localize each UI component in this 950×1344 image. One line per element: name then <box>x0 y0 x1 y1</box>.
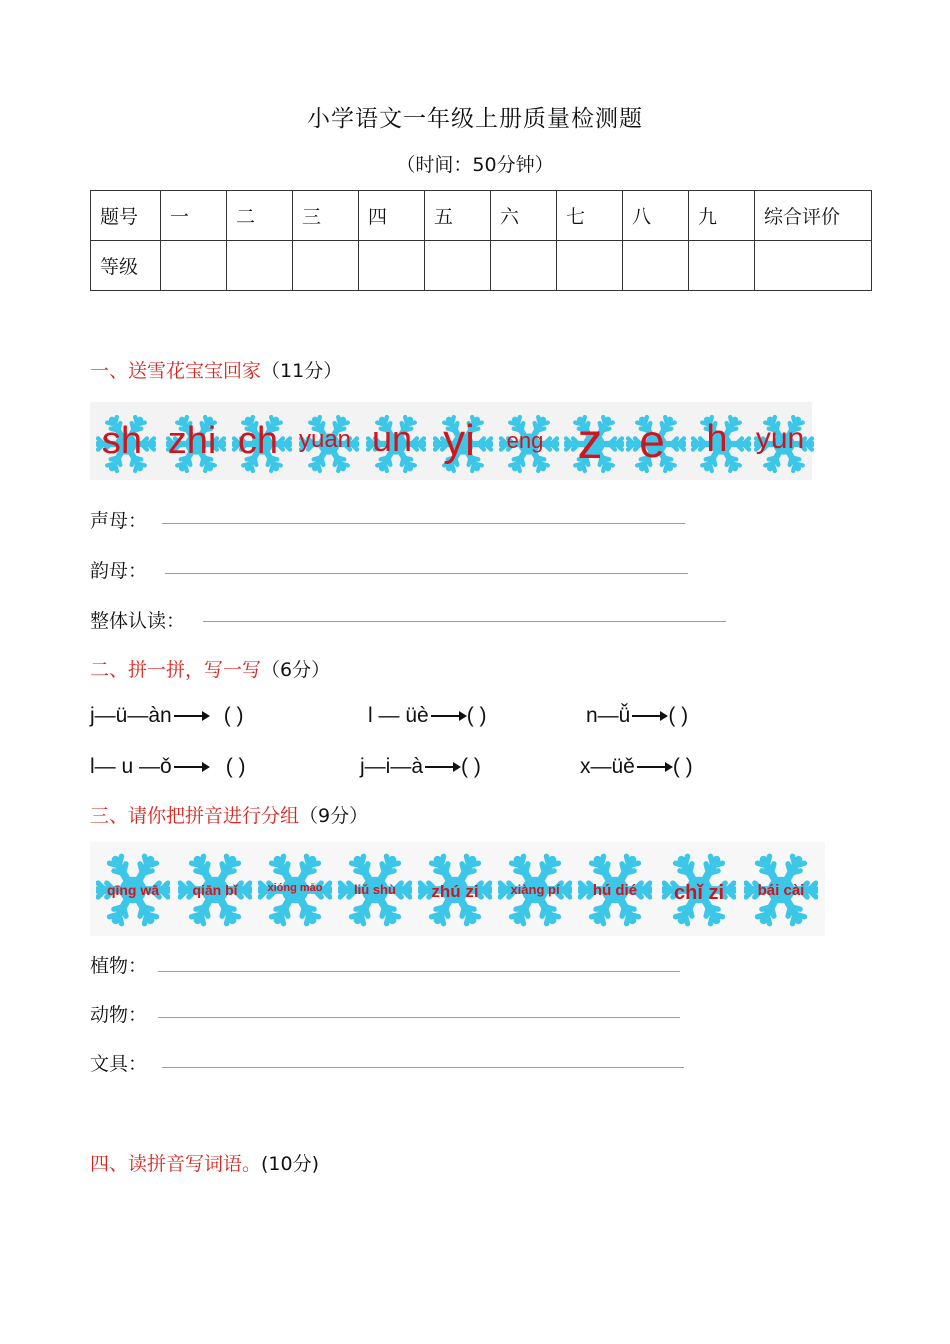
pinyin-word: chǐ zi <box>673 882 724 904</box>
pinyin-word: xióng māo <box>267 882 323 894</box>
pinyin-word: qiān bǐ <box>192 882 238 898</box>
pinyin-label: yi <box>443 416 475 465</box>
arrow-icon <box>174 715 208 717</box>
score-grade-row <box>91 241 872 291</box>
snowflake-card[interactable] <box>176 844 254 934</box>
section3-title: 三、请你把拼音进行分组 <box>90 805 300 827</box>
snowflake-card[interactable] <box>750 402 810 480</box>
field-label-animals: 动物： <box>90 1004 148 1026</box>
arrow-icon <box>632 715 666 717</box>
field-label-initials: 声母： <box>90 510 148 532</box>
section2-heading <box>90 655 330 682</box>
grade-cell[interactable] <box>623 241 689 291</box>
snowflake-card[interactable] <box>92 402 152 480</box>
score-header-cell: 二 <box>227 191 293 241</box>
pinyin-label: yun <box>755 422 805 455</box>
pinyin-word: xiàng pí <box>510 882 560 897</box>
arrow-icon <box>431 715 465 717</box>
grade-cell[interactable] <box>359 241 425 291</box>
field-label-plants: 植物： <box>90 955 148 977</box>
snowflake-card[interactable] <box>429 402 489 480</box>
answer-blank[interactable]: ( ) <box>225 755 246 778</box>
field-label-finals: 韵母： <box>90 560 148 582</box>
snowflake-card[interactable] <box>162 402 222 480</box>
snowflake-card[interactable] <box>496 844 574 934</box>
arrow-icon <box>174 766 208 768</box>
section2-points: （6分） <box>261 659 331 681</box>
score-header-cell: 八 <box>623 191 689 241</box>
pinyin-word: liǔ shù <box>354 882 396 897</box>
spell-syllable: x—üě <box>580 755 635 778</box>
answer-line[interactable] <box>158 1017 680 1018</box>
pinyin-word: hú dié <box>592 882 638 899</box>
grade-cell[interactable] <box>425 241 491 291</box>
page-title: 小学语文一年级上册质量检测题 <box>307 106 643 132</box>
spell-item <box>586 704 688 728</box>
spell-item <box>90 755 246 779</box>
section4-heading <box>90 1149 319 1176</box>
grade-cell[interactable] <box>161 241 227 291</box>
snowflake-card[interactable] <box>622 402 682 480</box>
score-header-cell: 综合评价 <box>755 191 872 241</box>
pinyin-word: bái cài <box>757 882 805 899</box>
score-header-cell: 九 <box>689 191 755 241</box>
snowflake-card[interactable] <box>336 844 414 934</box>
grade-cell[interactable] <box>227 241 293 291</box>
grade-cell[interactable] <box>293 241 359 291</box>
answer-blank[interactable]: ( ) <box>223 704 244 727</box>
pinyin-label: yuan <box>298 426 352 453</box>
answer-blank[interactable]: ( ) <box>461 755 481 778</box>
snowflake-card[interactable] <box>660 844 738 934</box>
answer-line[interactable] <box>162 1067 684 1068</box>
score-header-row <box>91 191 872 241</box>
snowflake-strip-2 <box>90 842 825 936</box>
spell-syllable: j—i—à <box>360 755 424 778</box>
section4-title: 四、读拼音写词语。 <box>90 1153 262 1175</box>
snowflake-card[interactable] <box>576 844 654 934</box>
snowflake-card[interactable] <box>94 844 172 934</box>
section1-points: （11分） <box>261 360 343 382</box>
grade-cell[interactable] <box>689 241 755 291</box>
snowflake-card[interactable] <box>742 844 820 934</box>
exam-time: （时间：50分钟） <box>396 154 554 176</box>
field-label-whole-syllables: 整体认读： <box>90 610 186 632</box>
arrow-icon <box>425 766 459 768</box>
spell-item <box>360 755 481 779</box>
pinyin-label: un <box>371 418 413 459</box>
score-header-cell: 一 <box>161 191 227 241</box>
answer-line[interactable] <box>165 573 688 574</box>
score-header-cell: 六 <box>491 191 557 241</box>
grade-cell[interactable] <box>491 241 557 291</box>
pinyin-label: sh <box>101 420 143 462</box>
answer-blank[interactable]: ( ) <box>466 704 487 727</box>
snowflake-strip-1 <box>90 402 812 480</box>
snowflake-card[interactable] <box>416 844 494 934</box>
section2-title: 二、拼一拼，写一写 <box>90 659 262 681</box>
score-header-cell: 题号 <box>91 191 161 241</box>
score-table <box>90 190 872 291</box>
pinyin-word: qīng wā <box>106 882 160 898</box>
pinyin-word: zhú zi <box>431 882 479 901</box>
snowflake-card[interactable] <box>295 402 355 480</box>
pinyin-label: eng <box>506 428 544 453</box>
spell-item <box>580 755 693 779</box>
score-header-cell: 三 <box>293 191 359 241</box>
grade-cell[interactable] <box>755 241 872 291</box>
pinyin-label: h <box>706 418 728 460</box>
score-header-cell: 五 <box>425 191 491 241</box>
answer-blank[interactable]: ( ) <box>672 755 693 778</box>
spell-syllable: l— u —ǒ <box>90 755 172 778</box>
pinyin-label: e <box>639 415 665 467</box>
field-label-stationery: 文具： <box>90 1053 148 1075</box>
answer-blank[interactable]: ( ) <box>668 704 689 727</box>
arrow-icon <box>637 766 671 768</box>
pinyin-label: ch <box>237 420 279 462</box>
answer-line[interactable] <box>158 971 680 972</box>
spell-item <box>368 704 487 728</box>
spell-item <box>90 704 244 728</box>
snowflake-card[interactable] <box>687 402 747 480</box>
snowflake-card[interactable] <box>256 844 334 934</box>
score-header-cell: 四 <box>359 191 425 241</box>
snowflake-card[interactable] <box>362 402 422 480</box>
answer-line[interactable] <box>203 621 726 622</box>
section1-title: 一、送雪花宝宝回家 <box>90 360 262 382</box>
snowflake-card[interactable] <box>495 402 555 480</box>
section3-points: （9分） <box>299 805 369 827</box>
spell-syllable: n—ǚ <box>586 704 631 727</box>
score-header-cell: 七 <box>557 191 623 241</box>
snowflake-card[interactable] <box>560 402 620 480</box>
grade-cell[interactable] <box>557 241 623 291</box>
section1-heading <box>90 356 342 383</box>
pinyin-label: zhi <box>167 420 217 462</box>
score-row-label: 等级 <box>91 241 161 291</box>
section4-points: (10分) <box>261 1153 320 1175</box>
answer-line[interactable] <box>162 523 685 524</box>
spell-syllable: j—ü—àn <box>90 704 172 727</box>
snowflake-card[interactable] <box>228 402 288 480</box>
spell-syllable: l — üè <box>368 704 429 727</box>
pinyin-label: z <box>577 413 603 469</box>
section3-heading <box>90 801 368 828</box>
